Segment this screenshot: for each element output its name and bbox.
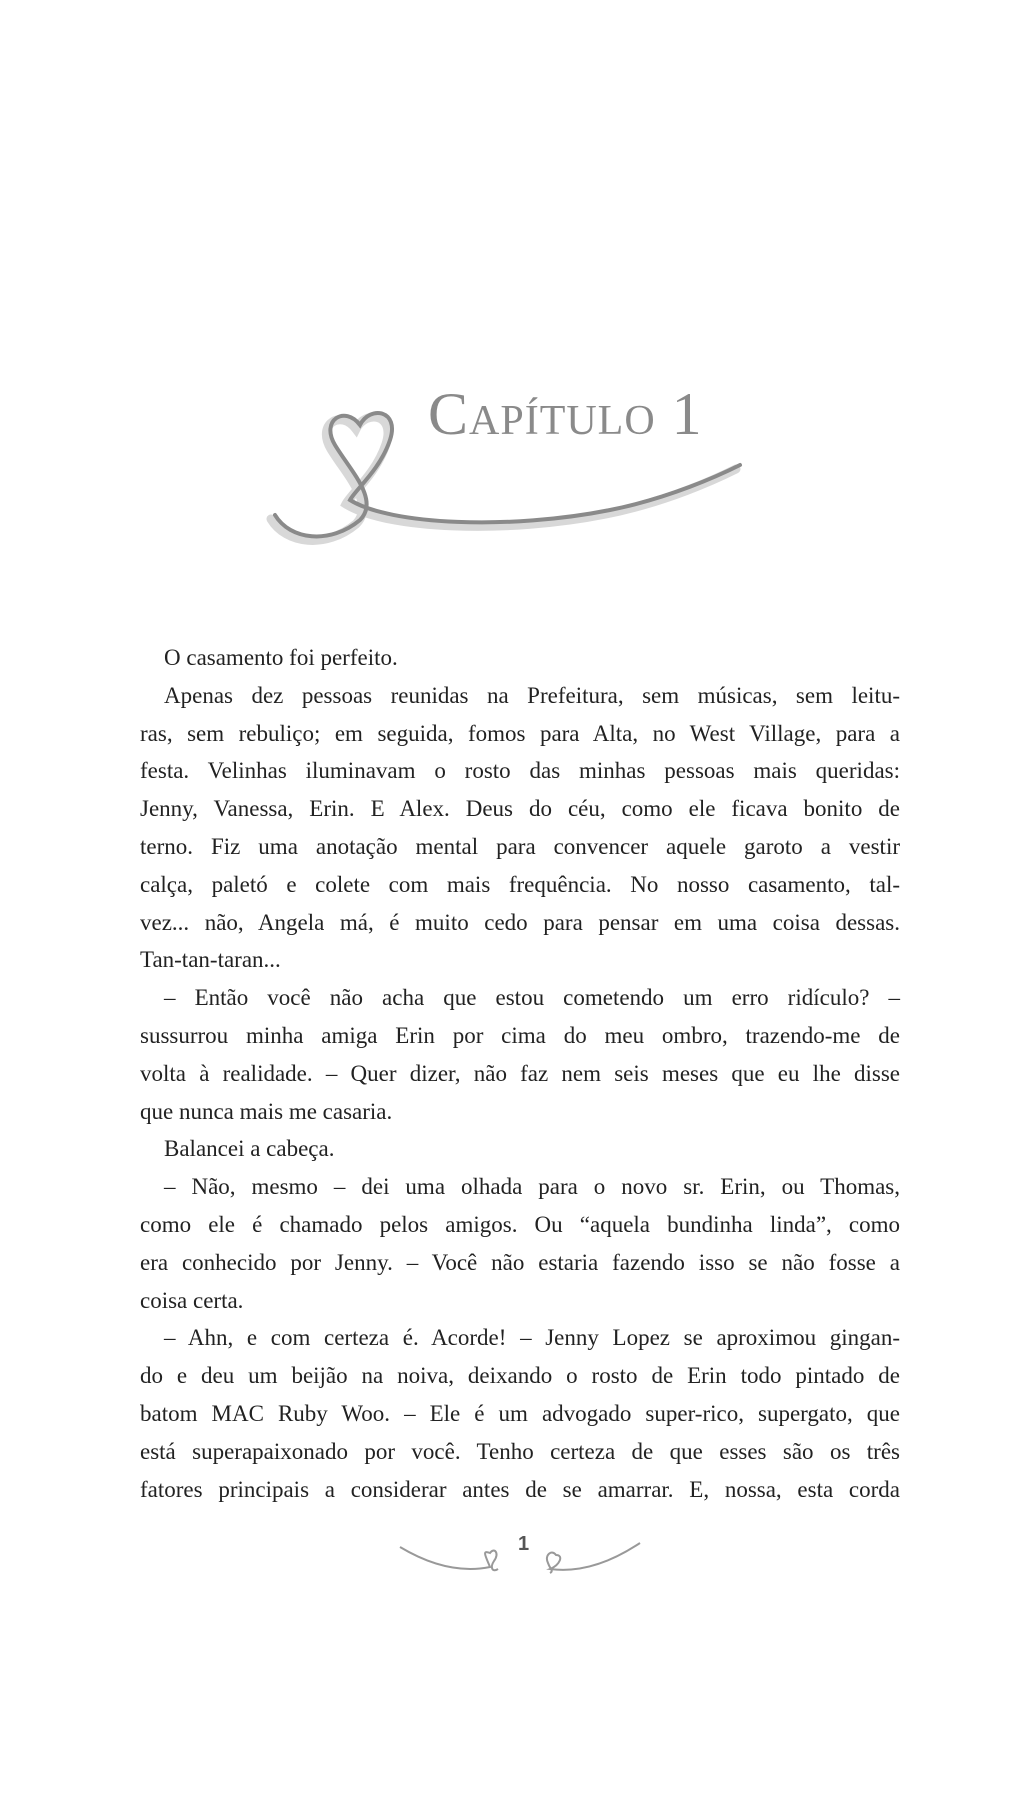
text-line: batom MAC Ruby Woo. – Ele é um advogado super-rico, supergato, que: [140, 1400, 900, 1426]
text-line: – Ahn, e com certeza é. Acorde! – Jenny Lopez se aproximou gingan-: [164, 1325, 900, 1351]
text-line: O casamento foi perfeito.: [164, 645, 398, 670]
text-line: Balancei a cabeça.: [164, 1136, 335, 1162]
paragraph: [140, 639, 900, 677]
chapter-heading: [250, 370, 770, 550]
text-line: vez... não, Angela má, é muito cedo para pensar em uma coisa dessas.: [140, 909, 900, 935]
text-line: coisa certa.: [140, 1287, 244, 1313]
text-line: calça, paletó e colete com mais frequência. No nosso casamento, tal-: [140, 871, 900, 897]
paragraph: [140, 1168, 900, 1319]
paragraph: [140, 677, 900, 979]
page-number: 1: [518, 1533, 530, 1555]
chapter-body: [140, 639, 900, 1508]
text-line: Jenny, Vanessa, Erin. E Alex. Deus do céu, como ele ficava bonito de: [140, 796, 900, 822]
text-line: era conhecido por Jenny. – Você não estaria fazendo isso se não fosse a: [140, 1249, 900, 1275]
text-line: – Então você não acha que estou cometendo um erro ridículo? –: [164, 985, 900, 1011]
text-line: como ele é chamado pelos amigos. Ou “aquela bundinha linda”, como: [140, 1211, 900, 1237]
text-line: que nunca mais me casaria.: [140, 1098, 393, 1124]
text-line: volta à realidade. – Quer dizer, não faz nem seis meses que eu lhe disse: [140, 1060, 900, 1086]
chapter-title: Capítulo 1: [428, 381, 703, 447]
paragraph: [140, 1319, 900, 1508]
page-footer: [390, 1525, 650, 1585]
text-line: Tan-tan-taran...: [140, 947, 281, 973]
text-line: ras, sem rebuliço; em seguida, fomos para Alta, no West Village, para a: [140, 720, 900, 746]
text-line: está superapaixonado por você. Tenho certeza de que esses são os três: [140, 1438, 900, 1464]
text-line: do e deu um beijão na noiva, deixando o rosto de Erin todo pintado de: [140, 1363, 900, 1389]
text-line: terno. Fiz uma anotação mental para convencer aquele garoto a vestir: [140, 833, 900, 859]
text-line: – Não, mesmo – dei uma olhada para o novo sr. Erin, ou Thomas,: [164, 1174, 900, 1200]
paragraph: [140, 1130, 900, 1168]
paragraph: [140, 979, 900, 1130]
text-line: festa. Velinhas iluminavam o rosto das minhas pessoas mais queridas:: [140, 758, 900, 784]
text-line: sussurrou minha amiga Erin por cima do meu ombro, trazendo-me de: [140, 1022, 900, 1048]
text-line: Apenas dez pessoas reunidas na Prefeitura, sem músicas, sem leitu-: [164, 682, 900, 708]
text-line: fatores principais a considerar antes de se amarrar. E, nossa, esta corda: [140, 1476, 900, 1502]
